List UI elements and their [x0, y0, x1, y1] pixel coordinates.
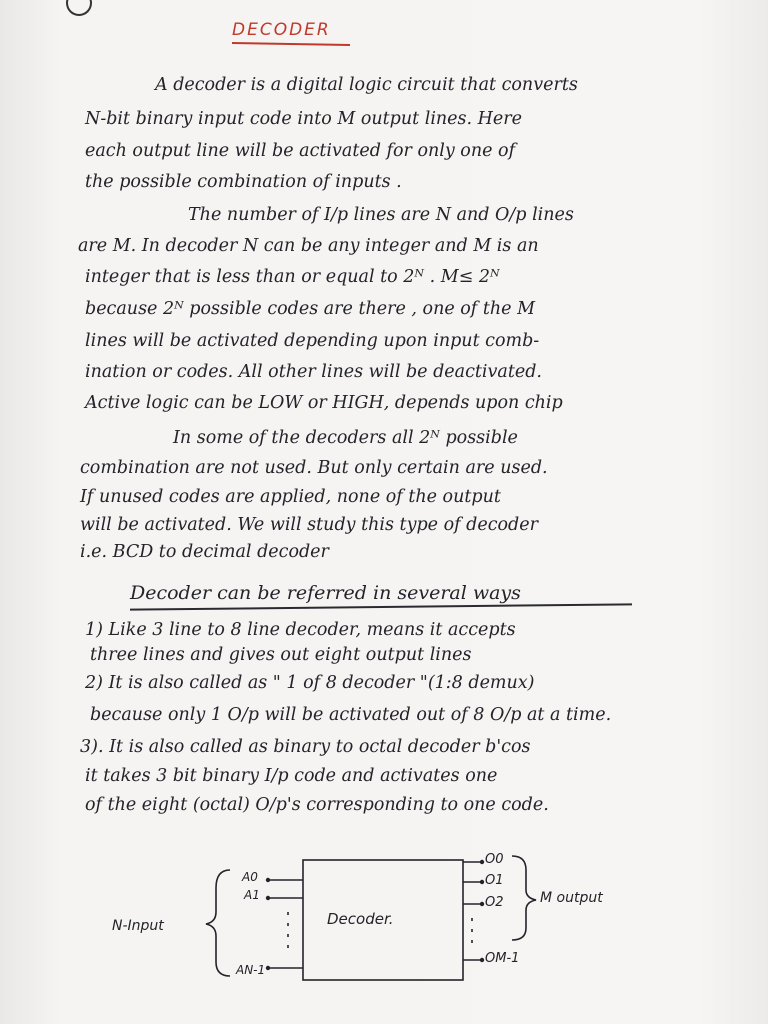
- section-heading: Decoder can be referred in several ways: [130, 582, 521, 604]
- p1-line-3: each output line will be activated for only one of: [85, 141, 516, 161]
- output-o1-label: O1: [485, 873, 504, 888]
- list-line-7: of the eight (octal) O/p's corresponding to one code.: [85, 795, 549, 815]
- output-om-label: OM-1: [485, 951, 520, 966]
- list-line-4: because only 1 O/p will be activated out of 8 O/p at a time.: [90, 705, 612, 725]
- input-an-label: AN-1: [236, 963, 266, 977]
- p2-line-7: Active logic can be LOW or HIGH, depends upon chip: [85, 393, 563, 413]
- output-o2-label: O2: [485, 895, 504, 910]
- inputs-label: N-Input: [112, 918, 164, 934]
- p3-line-5: i.e. BCD to decimal decoder: [80, 542, 329, 562]
- input-a1-label: A1: [244, 888, 260, 902]
- p2-line-1: The number of I/p lines are N and O/p lines: [188, 205, 574, 225]
- list-line-5: 3). It is also called as binary to octal decoder b'cos: [80, 737, 531, 757]
- p3-line-3: If unused codes are applied, none of the output: [80, 487, 501, 507]
- input-a0-label: A0: [242, 870, 258, 884]
- p2-line-6: ination or codes. All other lines will be deactivated.: [85, 362, 542, 382]
- p3-line-2: combination are not used. But only certain are used.: [80, 458, 548, 478]
- p1-line-1: A decoder is a digital logic circuit that converts: [155, 75, 578, 95]
- p1-line-4: the possible combination of inputs .: [85, 172, 402, 192]
- p3-line-4: will be activated. We will study this type of decoder: [80, 515, 538, 535]
- list-line-6: it takes 3 bit binary I/p code and activates one: [85, 766, 498, 786]
- p2-line-5: lines will be activated depending upon input comb-: [85, 331, 540, 351]
- p2-line-4: because 2ᴺ possible codes are there , one of the M: [85, 299, 535, 319]
- decoder-block-label: Decoder.: [327, 910, 394, 928]
- p2-line-2: are M. In decoder N can be any integer and M is an: [78, 236, 539, 256]
- p1-line-2: N-bit binary input code into M output lines. Here: [85, 109, 522, 129]
- output-o0-label: O0: [485, 852, 504, 867]
- outputs-label: M output: [540, 890, 603, 906]
- list-line-3: 2) It is also called as " 1 of 8 decoder "(1:8 demux): [85, 673, 535, 693]
- page-title: DECODER: [232, 20, 331, 40]
- p2-line-3: integer that is less than or equal to 2ᴺ . M≤ 2ᴺ: [85, 267, 500, 287]
- p3-line-1: In some of the decoders all 2ᴺ possible: [173, 428, 518, 448]
- list-line-2: three lines and gives out eight output lines: [90, 645, 472, 665]
- list-line-1: 1) Like 3 line to 8 line decoder, means it accepts: [85, 620, 516, 640]
